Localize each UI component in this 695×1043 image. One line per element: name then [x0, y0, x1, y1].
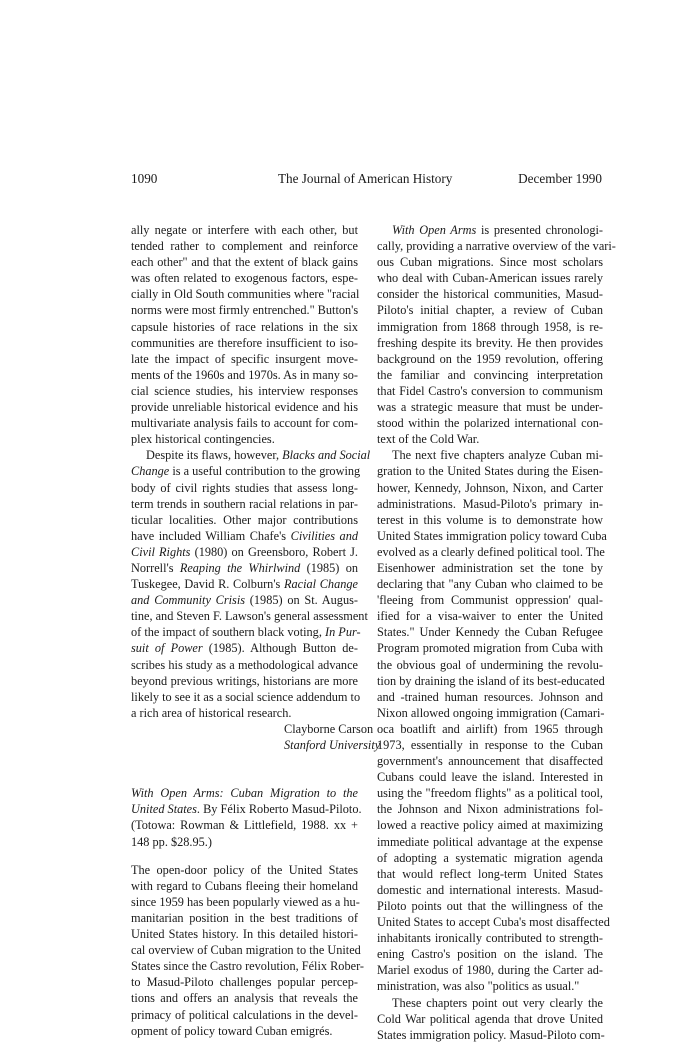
text-line: ous Cuban migrations. Since most scholars — [377, 255, 603, 270]
running-header — [131, 171, 602, 189]
text-line: likely to see it as a social science addendum to — [131, 689, 361, 704]
text-line: was a strategic measure that must be under- — [377, 400, 603, 415]
book-title: United States — [131, 802, 197, 817]
text-line: of the impact of southern black voting, In Pur- — [131, 625, 361, 640]
text-line: that Fidel Castro's conversion to communism — [377, 383, 603, 398]
text-line: have included William Chafe's Civilities and — [131, 528, 359, 543]
text-line: manitarian position in the best traditions of — [131, 910, 358, 925]
reviewer-signature — [131, 721, 381, 753]
book-title: In Pur- — [324, 625, 361, 640]
text-line: tions and offers an analysis that reveals the — [131, 991, 358, 1006]
text-line: tine, and Steven F. Lawson's general assessment — [131, 609, 368, 624]
text-line: Eisenhower administration set the tone by — [377, 560, 603, 575]
text-line: Cubans could leave the island. Interested in — [377, 770, 603, 785]
text-line: to Masud-Piloto challenges popular percep- — [131, 975, 358, 990]
book-title: Reaping the Whirlwind — [179, 560, 301, 575]
text-line: communities are therefore insufficient to iso- — [131, 335, 358, 350]
text-line: immediate political advantage at the expense — [377, 834, 603, 849]
text-line: consider the historical communities, Masud- — [377, 287, 603, 302]
text-line: late the impact of specific insurgent move- — [131, 351, 358, 366]
text-line: who deal with Cuban-American issues rarely — [377, 271, 603, 286]
text-line: and Community Crisis (1985) on St. Augus- — [131, 593, 358, 608]
text-line: capsule histories of race relations in the six — [131, 319, 358, 334]
text-line: terest in this volume is to demonstrate how — [377, 512, 603, 527]
text-line: Cold War political agenda that drove United — [377, 1011, 603, 1026]
text-line: the Johnson and Nixon administrations fol- — [377, 802, 603, 817]
text-line: scribes his study as a methodological advance — [131, 657, 358, 672]
text-line: Despite its flaws, however, Blacks and Social — [146, 448, 371, 463]
book-title: With Open Arms: Cuban Migration to the — [131, 786, 358, 801]
review2-intro-paragraph — [131, 862, 365, 1039]
text-line: ified for a visa-waiver to enter the United — [377, 609, 603, 624]
text-line: ticular localities. Other major contributions — [131, 512, 358, 527]
review2-paragraph-3 — [377, 995, 603, 1043]
text-line: tion by draining the island of its best-educated — [377, 673, 605, 688]
text-line: Tuskegee, David R. Colburn's Racial Change — [131, 577, 358, 592]
text-line: Mariel exodus of 1980, during the Carter ad- — [377, 963, 603, 978]
text-line: oca boatlift and airlift) from 1965 through — [377, 721, 603, 736]
book-title: Racial Change — [283, 577, 358, 592]
text-line: stood within the polarized international con- — [377, 416, 603, 431]
page-number: 1090 — [131, 171, 158, 186]
text-line: States." Under Kennedy the Cuban Refugee — [377, 625, 603, 640]
text-line: a rich area of historical research. — [131, 705, 292, 720]
book-title: Change — [131, 464, 170, 479]
text-line: primacy of political calculations in the devel- — [131, 1007, 358, 1022]
text-line: ministration, was also "politics as usual." — [377, 979, 580, 994]
text-line: domestic and international interests. Masud- — [377, 882, 603, 897]
review2-paragraph-1 — [377, 222, 616, 447]
text-line: Piloto points out that the willingness of the — [377, 898, 603, 913]
book-title: Blacks and Social — [282, 448, 371, 463]
text-line: with regard to Cubans fleeing their homeland — [131, 878, 358, 893]
text-line: term trends in southern racial relations in par- — [131, 496, 358, 511]
text-line: States immigration policy. Masud-Piloto com- — [377, 1027, 605, 1042]
book-title: With Open Arms — [392, 223, 477, 237]
text-line: United States history. In this detailed histori- — [131, 927, 358, 942]
text-line — [131, 785, 358, 801]
review2-heading — [131, 785, 362, 849]
text-line: provide unreliable historical evidence and his — [131, 400, 358, 415]
reviewer-affiliation: Stanford University — [284, 738, 381, 752]
text-line: opment of policy toward Cuban emigrés. — [131, 1023, 333, 1038]
text-line: norms were most firmly entrenched." Button's — [131, 303, 359, 318]
book-title: Civilities and — [290, 528, 359, 543]
text-line: Piloto's initial chapter, a review of Cuban — [377, 303, 603, 318]
text-line: and -trained human resources. Johnson and — [377, 689, 603, 704]
text-line: background on the 1959 revolution, offering — [377, 351, 603, 366]
text-line: using the "freedom flights" as a political tool, — [377, 786, 603, 801]
text-line: Program promoted migration from Cuba with — [377, 641, 603, 656]
text-line: 148 pp. $28.95.) — [131, 834, 212, 849]
text-line: tended rather to complement and reinforce — [131, 239, 358, 254]
review1-end-paragraph — [131, 222, 358, 447]
text-line: cally, providing a narrative overview of the vari- — [377, 239, 616, 254]
text-line: ening Castro's position on the island. The — [377, 947, 603, 962]
book-title: Civil Rights — [131, 544, 191, 559]
book-title: suit of Power — [131, 641, 203, 656]
text-line: With Open Arms is presented chronologi- — [392, 223, 603, 237]
text-line: government's announcement that disaffected — [377, 754, 603, 769]
text-line: beyond previous writings, historians are more — [131, 673, 358, 688]
text-line: inhabitants ironically contributed to strength- — [377, 931, 603, 946]
left-column — [131, 222, 381, 1039]
text-line: declaring that "any Cuban who claimed to be — [377, 577, 603, 592]
text-line: ments of the 1960s and 1970s. As in many so- — [131, 367, 358, 382]
text-line: ally negate or interfere with each other, but — [131, 223, 358, 237]
text-line: the familiar and convincing interpretation — [377, 367, 603, 382]
text-line: since 1959 has been popularly viewed as a hu- — [131, 894, 360, 909]
text-line: Nixon allowed ongoing immigration (Camari- — [377, 705, 605, 720]
reviewer-name: Clayborne Carson — [284, 721, 374, 736]
text-line: immigration from 1868 through 1958, is re- — [377, 319, 603, 334]
text-line: administrations. Masud-Piloto's primary in- — [377, 496, 603, 511]
text-line: plex historical contingencies. — [131, 432, 275, 447]
issue-date: December 1990 — [518, 171, 602, 186]
text-line: that would reflect long-term United States — [377, 866, 603, 881]
text-line: These chapters point out very clearly the — [392, 995, 603, 1010]
text-line: The open-door policy of the United States — [131, 862, 358, 877]
text-line: suit of Power (1985). Although Button de- — [131, 641, 358, 656]
right-column — [377, 222, 616, 1043]
text-line: lowed a reactive policy aimed at maximizing — [377, 818, 603, 833]
text-line: (Totowa: Rowman & Littlefield, 1988. xx + — [131, 818, 358, 833]
text-line: hower, Kennedy, Johnson, Nixon, and Carter — [377, 480, 603, 495]
text-line: cially in Old South communities where "racial — [131, 287, 360, 302]
text-line: Norrell's Reaping the Whirlwind (1985) on — [131, 560, 358, 575]
text-line: each other" and that the extent of black gains — [131, 255, 358, 270]
text-line: States since the Castro revolution, Félix Rober- — [131, 959, 365, 974]
text-line: of adopting a systematic migration agenda — [377, 850, 603, 865]
text-line: cal overview of Cuban migration to the United — [131, 943, 361, 958]
text-line: cial science studies, his interview responses — [131, 383, 358, 398]
text-line: Change is a useful contribution to the growing — [131, 464, 361, 479]
journal-title: The Journal of American History — [278, 171, 453, 186]
text-line: 1973, essentially in response to the Cuban — [377, 738, 603, 752]
text-line: United States. By Félix Roberto Masud-Piloto. — [131, 802, 362, 817]
text-line: freshing despite its brevity. He then provides — [377, 335, 603, 350]
text-line: multivariate analysis fails to account for com- — [131, 416, 358, 431]
text-line: was often related to exogenous factors, espe- — [131, 271, 358, 286]
text-line: body of civil rights studies that assess long- — [131, 480, 358, 495]
text-line: The next five chapters analyze Cuban mi- — [392, 448, 603, 463]
text-line: United States to accept Cuba's most disaffected — [377, 915, 610, 930]
text-line: Civil Rights (1980) on Greensboro, Robert J. — [131, 544, 358, 559]
text-line: evolved as a clearly defined political tool. The — [377, 544, 605, 559]
text-line: United States immigration policy toward Cuba — [377, 528, 607, 543]
text-line: 'fleeing from Communist oppression' qual- — [377, 593, 603, 608]
review1-closing-paragraph — [131, 447, 371, 721]
text-line: the obvious goal of undermining the revolu- — [377, 657, 603, 672]
book-title: and Community Crisis — [131, 593, 246, 608]
text-line: text of the Cold War. — [377, 432, 480, 447]
review2-paragraph-2 — [377, 447, 610, 994]
text-line: gration to the United States during the Eisen- — [377, 464, 603, 479]
